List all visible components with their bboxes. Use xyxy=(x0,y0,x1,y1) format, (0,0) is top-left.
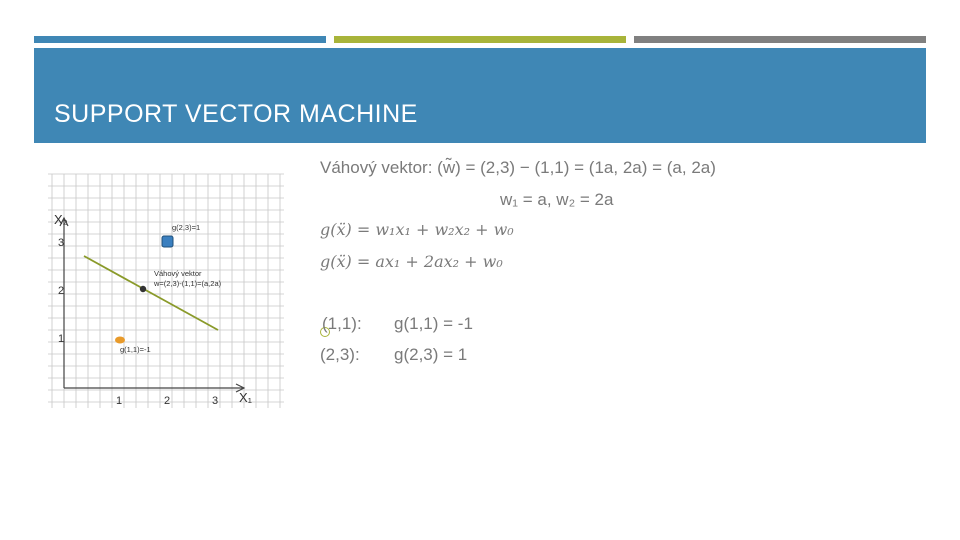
accent-bar-blue xyxy=(34,36,326,43)
grid xyxy=(48,174,284,408)
point-1-1-value: g(1,1) = -1 xyxy=(394,314,473,333)
midpoint-marker xyxy=(140,286,146,292)
x-tick-label: 2 xyxy=(164,395,171,407)
y-tick-label: 1 xyxy=(58,333,65,345)
y-tick-label: 3 xyxy=(58,237,65,249)
label-g-2-3: g(2,3)=1 xyxy=(172,223,201,232)
point-2-3-label: (2,3): xyxy=(320,345,360,364)
weight-vector-line xyxy=(84,256,218,330)
accent-bar-gray xyxy=(634,36,926,43)
point-2-3-value: g(2,3) = 1 xyxy=(394,345,468,364)
accent-bar-green xyxy=(334,36,626,43)
point-2-3 xyxy=(162,236,173,247)
y-tick-label: 2 xyxy=(58,285,65,297)
equation-weight-vector: Váhový vektor: (w̃) = (2,3) − (1,1) = (1a, 2a) = (a, 2a) xyxy=(320,158,716,177)
equation-g-general: g(ẍ) = w₁x₁ + w₂x₂ + w₀ xyxy=(320,220,514,239)
label-g-1-1: g(1,1)=-1 xyxy=(120,345,151,354)
label-weight-vector-formula: w=(2,3)-(1,1)=(a,2a) xyxy=(154,279,222,288)
equation-w-components: w₁ = a, w₂ = 2a xyxy=(500,190,614,209)
svm-figure xyxy=(46,172,286,410)
x-axis-label: X₁ xyxy=(239,390,253,405)
point-1-1 xyxy=(115,337,125,344)
slide-title: SUPPORT VECTOR MACHINE xyxy=(54,100,418,128)
point-1-1-label: (1,1): xyxy=(322,314,362,333)
x-tick-label: 3 xyxy=(212,395,219,407)
x-tick-label: 1 xyxy=(116,395,123,407)
y-axis-label: X₂ xyxy=(54,212,68,227)
equation-g-substituted: g(ẍ) = ax₁ + 2ax₂ + w₀ xyxy=(320,252,503,271)
title-banner xyxy=(34,48,926,143)
label-weight-vector: Váhový vektor xyxy=(154,269,202,278)
